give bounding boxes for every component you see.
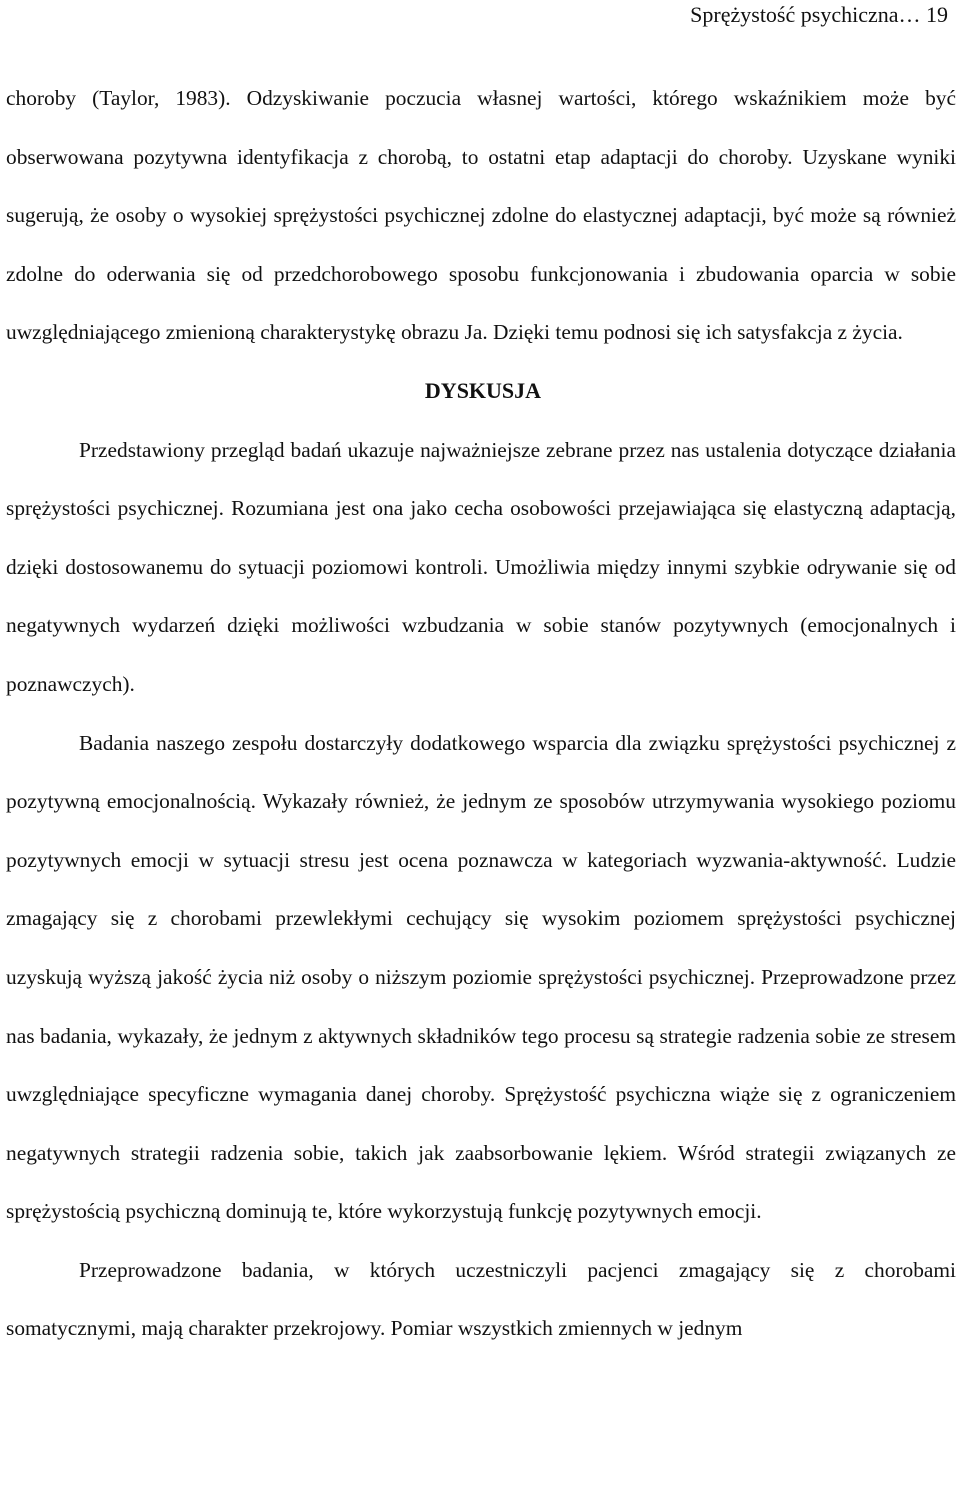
section-heading: DYSKUSJA bbox=[424, 377, 542, 403]
discussion-paragraph-1: Przedstawiony przegląd badań ukazuje najważniejsze zebrane przez nas ustalenia dotyczące działania sprężystości psychicznej. Rozumiana jest ona jako cecha osobowości przejawiająca się elastyczną adaptacją, dzięki dostosowanemu do sytuacji poziomowi kontroli. Umożliwia między innymi szybkie odrywanie się od negatywnych wydarzeń dzięki możliwości wzbudzania w sobie stanów pozytywnych (emocjonalnych i poznawczych). bbox=[6, 437, 956, 696]
discussion-paragraph-3: Przeprowadzone badania, w których uczestniczyli pacjenci zmagający się z chorobami somatycznymi, mają charakter przekrojowy. Pomiar wszystkich zmiennych w jednym bbox=[6, 1257, 956, 1341]
body-text bbox=[6, 69, 956, 1358]
running-header: Sprężystość psychiczna… 19 bbox=[690, 2, 948, 27]
continued-paragraph: choroby (Taylor, 1983). Odzyskiwanie poczucia własnej wartości, którego wskaźnikiem może być obserwowana pozytywna identyfikacja z chorobą, to ostatni etap adaptacji do choroby. Uzyskane wyniki sugerują, że osoby o wysokiej sprężystości psychicznej zdolne do elastycznej adaptacji, być może są również zdolne do oderwania się od przedchorobowego sposobu funkcjonowania i zbudowania oparcia w sobie uwzględniającego zmienioną charakterystykę obrazu Ja. Dzięki temu podnosi się ich satysfakcja z życia. bbox=[6, 86, 956, 345]
discussion-paragraph-2: Badania naszego zespołu dostarczyły dodatkowego wsparcia dla związku sprężystości psychicznej z pozytywną emocjonalnością. Wykazały również, że jednym ze sposobów utrzymywania wysokiego poziomu pozytywnych emocji w sytuacji stresu jest ocena poznawcza w kategoriach wyzwania-aktywność. Ludzie zmagający się z chorobami przewlekłymi cechujący się wysokim poziomem sprężystości psychicznej uzyskują wyższą jakość życia niż osoby o niższym poziomie sprężystości psychicznej. Przeprowadzone przez nas badania, wykazały, że jednym z aktywnych składników tego procesu są strategie radzenia sobie ze stresem uwzględniające specyficzne wymagania danej choroby. Sprężystość psychiczna wiąże się z ograniczeniem negatywnych strategii radzenia sobie, takich jak zaabsorbowanie lękiem. Wśród strategii związanych ze sprężystością psychiczną dominują te, które wykorzystują funkcję pozytywnych emocji. bbox=[6, 730, 956, 1224]
